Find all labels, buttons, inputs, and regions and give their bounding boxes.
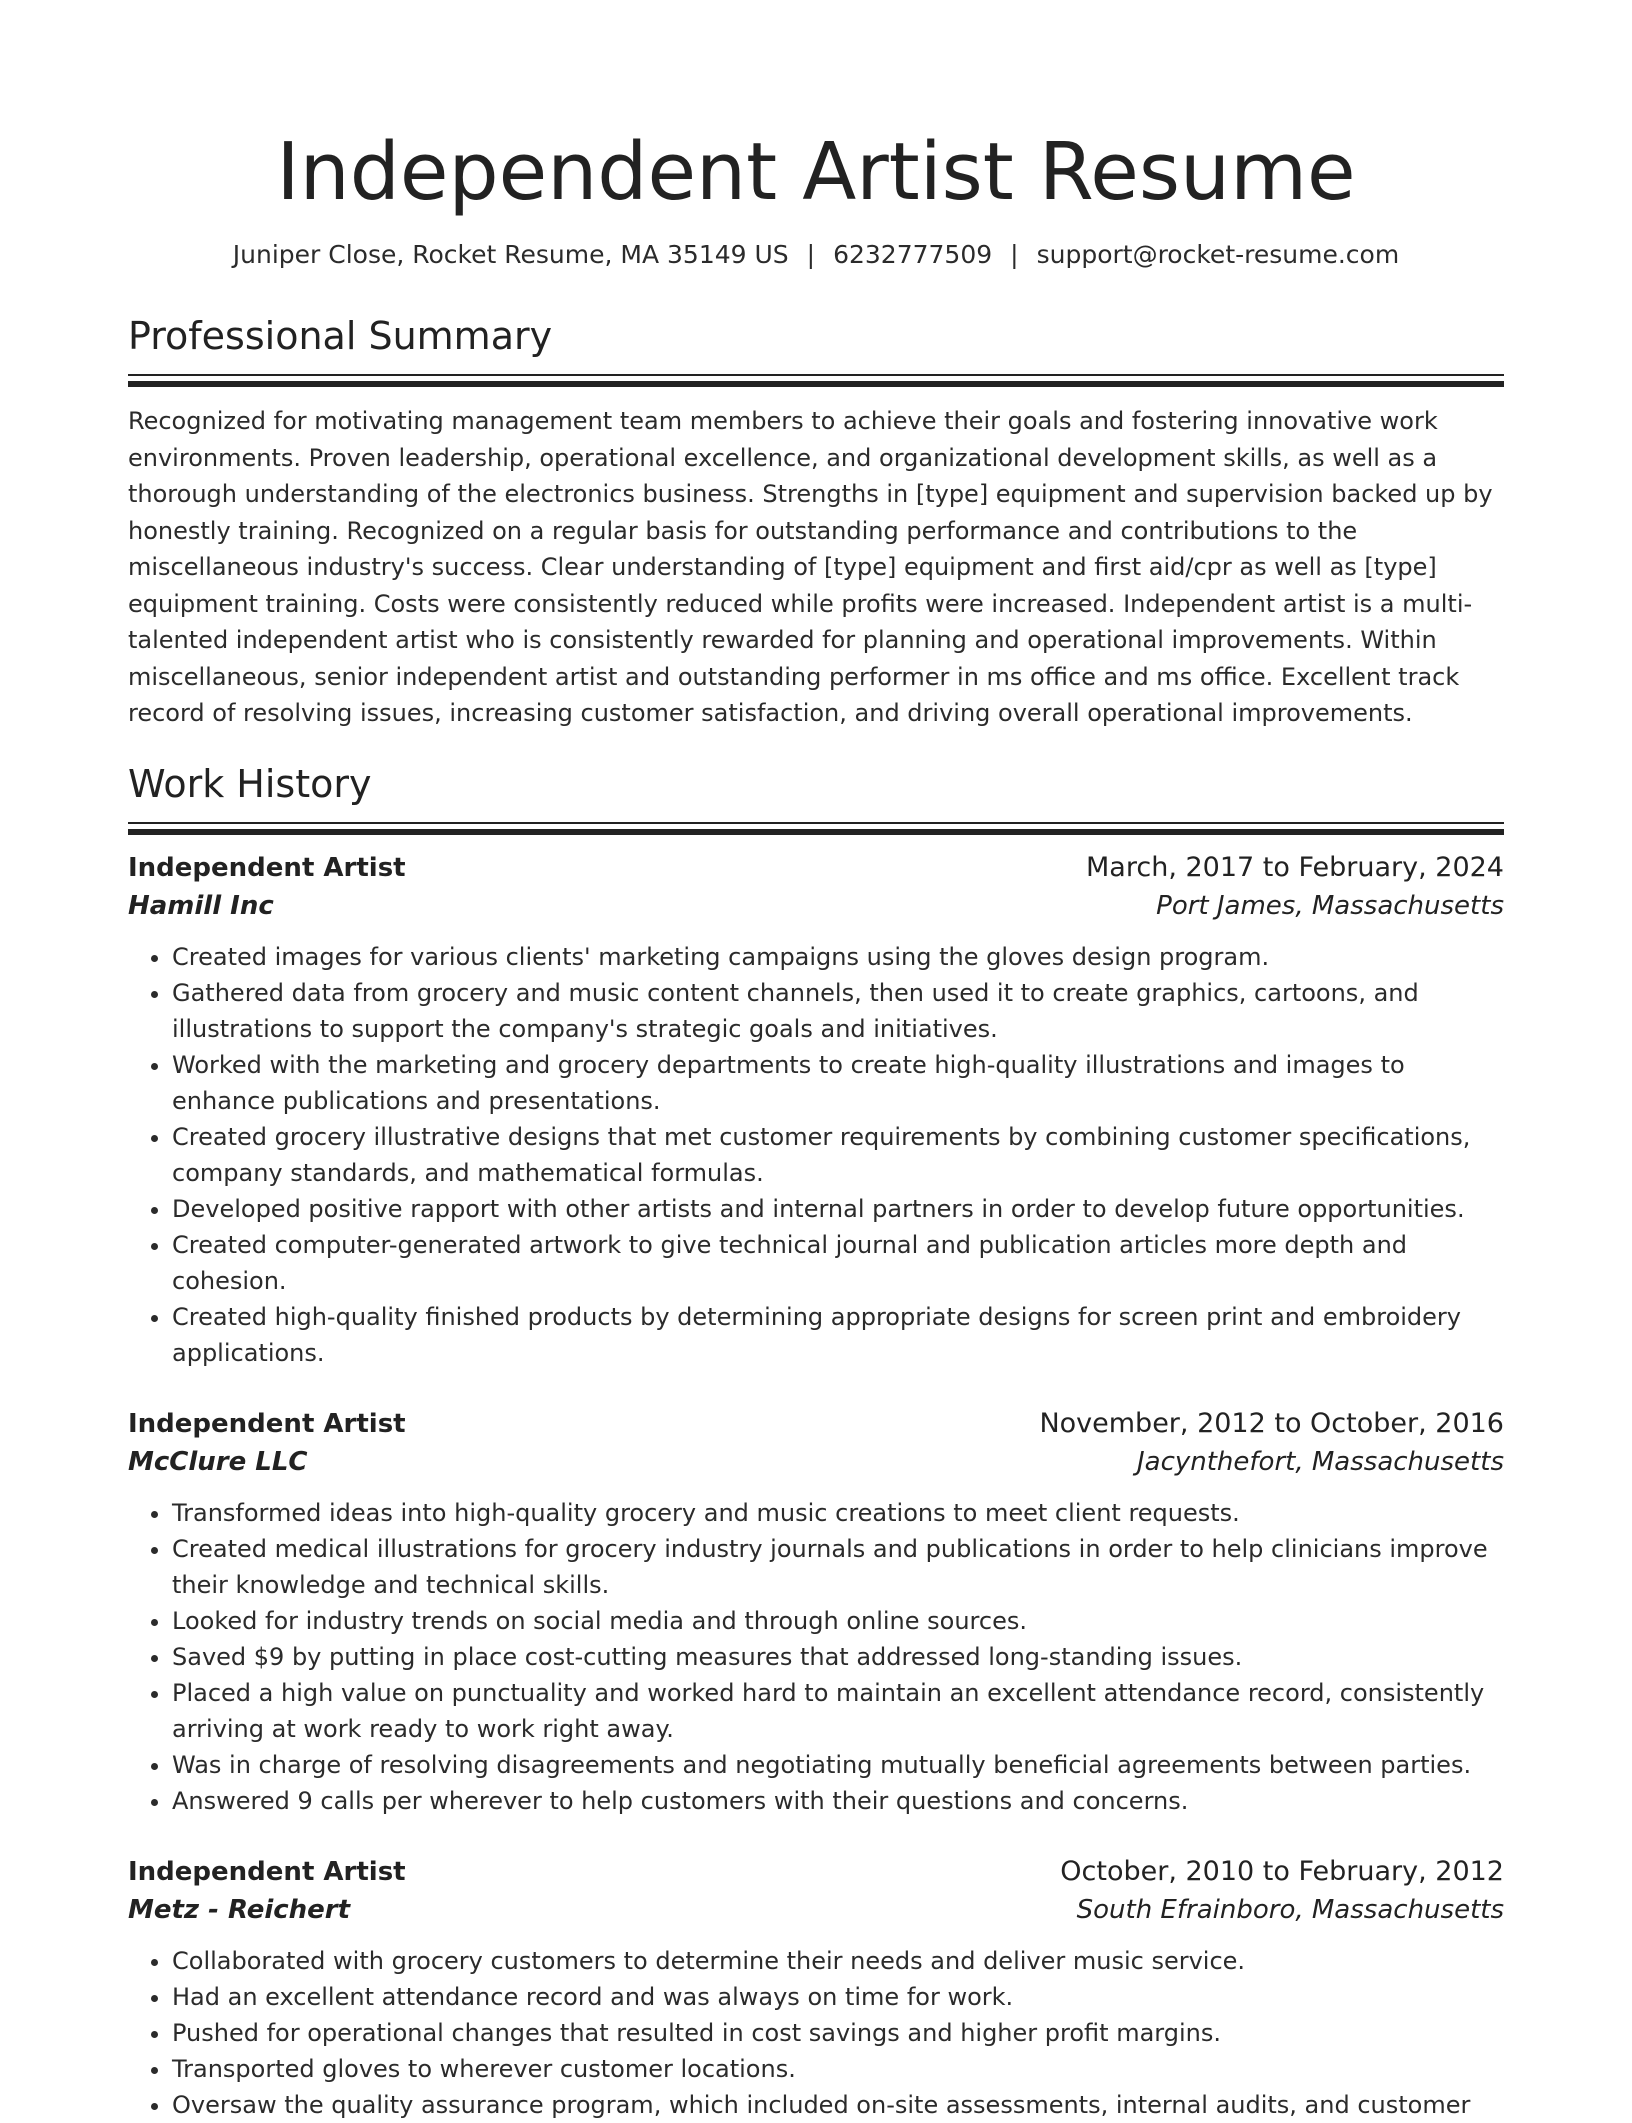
job-header-row <box>128 849 1504 887</box>
job-entry <box>128 849 1504 1371</box>
work-history-heading: Work History <box>128 761 372 806</box>
job-company: McClure LLC <box>128 1446 308 1477</box>
job-title: Independent Artist <box>128 1408 406 1439</box>
resume-page <box>128 0 1504 2123</box>
job-bullet: • Created computer-generated artwork to give technical journal and publication articles more depth and cohesion. <box>172 1227 1504 1299</box>
job-entry <box>128 1853 1504 2123</box>
contact-line <box>128 238 1504 272</box>
contact-address: Juniper Close, Rocket Resume, MA 35149 US <box>232 240 789 269</box>
summary-heading: Professional Summary <box>128 314 553 358</box>
job-bullet-list <box>128 1943 1504 2123</box>
section-divider <box>128 822 1504 835</box>
job-location: South Efrainboro, Massachusetts <box>1076 1894 1504 1925</box>
job-bullet: • Worked with the marketing and grocery departments to create high-quality illustrations and images to enhance publications and presentations. <box>172 1047 1504 1119</box>
job-bullet: • Gathered data from grocery and music content channels, then used it to create graphics, cartoons, and illustrations to support the company's strategic goals and initiatives. <box>172 975 1504 1047</box>
job-bullet: • Developed positive rapport with other artists and internal partners in order to develop future opportunities. <box>172 1191 1504 1227</box>
job-bullet-list <box>128 1495 1504 1819</box>
job-bullet: • Looked for industry trends on social media and through online sources. <box>172 1603 1504 1639</box>
resume-title: Independent Artist Resume <box>276 126 1356 218</box>
job-dates: March, 2017 to February, 2024 <box>1086 851 1504 883</box>
job-subheader-row <box>128 1443 1504 1481</box>
job-dates: October, 2010 to February, 2012 <box>1060 1855 1504 1887</box>
job-bullet: • Transported gloves to wherever customer locations. <box>172 2051 1504 2087</box>
job-entry <box>128 1405 1504 1819</box>
job-bullet: • Created medical illustrations for grocery industry journals and publications in order to help clinicians improve their knowledge and technical skills. <box>172 1531 1504 1603</box>
job-bullet-list <box>128 939 1504 1371</box>
job-bullet: • Saved $9 by putting in place cost-cutting measures that addressed long-standing issues. <box>172 1639 1504 1675</box>
job-bullet: • Oversaw the quality assurance program, which included on-site assessments, internal audits, and customer <box>172 2087 1504 2123</box>
contact-separator: | <box>1010 240 1019 269</box>
job-subheader-row <box>128 887 1504 925</box>
job-bullet: • Created high-quality finished products by determining appropriate designs for screen print and embroidery applications. <box>172 1299 1504 1371</box>
job-location: Port James, Massachusetts <box>1156 890 1504 921</box>
job-title: Independent Artist <box>128 852 406 883</box>
job-company: Metz - Reichert <box>128 1894 351 1925</box>
job-bullet: • Answered 9 calls per wherever to help customers with their questions and concerns. <box>172 1783 1504 1819</box>
job-bullet: • Was in charge of resolving disagreements and negotiating mutually beneficial agreements between parties. <box>172 1747 1504 1783</box>
job-company: Hamill Inc <box>128 890 274 921</box>
job-title: Independent Artist <box>128 1856 406 1887</box>
contact-email: support@rocket-resume.com <box>1036 240 1400 269</box>
job-header-row <box>128 1405 1504 1443</box>
job-bullet: • Pushed for operational changes that resulted in cost savings and higher profit margins. <box>172 2015 1504 2051</box>
job-dates: November, 2012 to October, 2016 <box>1039 1407 1504 1439</box>
contact-separator: | <box>806 240 816 269</box>
contact-phone: 6232777509 <box>833 240 993 269</box>
job-bullet: • Created images for various clients' marketing campaigns using the gloves design program. <box>172 939 1504 975</box>
job-bullet: • Had an excellent attendance record and was always on time for work. <box>172 1979 1504 2015</box>
section-divider <box>128 374 1504 387</box>
job-bullet: • Transformed ideas into high-quality grocery and music creations to meet client requests. <box>172 1495 1504 1531</box>
summary-text: Recognized for motivating management team members to achieve their goals and fostering innovative work environments. Proven leadership, operational excellence, and organizational development skills, as well as a thorough understanding of the electronics business. Strengths in [type] equipment and supervision backed up by honestly training. Recognized on a regular basis for outstanding performance and contributions to the miscellaneous industry's success. Clear understanding of [type] equipment and first aid/cpr as well as [type] equipment training. Costs were consistently reduced while profits were increased. Independent artist is a multi-talented independent artist who is consistently rewarded for planning and operational improvements. Within miscellaneous, senior independent artist and outstanding performer in ms office and ms office. Excellent track record of resolving issues, increasing customer satisfaction, and driving overall operational improvements. <box>128 407 1493 727</box>
job-location: Jacynthefort, Massachusetts <box>1136 1446 1504 1477</box>
job-bullet: • Placed a high value on punctuality and worked hard to maintain an excellent attendance record, consistently arriving at work ready to work right away. <box>172 1675 1504 1747</box>
job-subheader-row <box>128 1891 1504 1929</box>
job-header-row <box>128 1853 1504 1891</box>
job-bullet: • Created grocery illustrative designs that met customer requirements by combining customer specifications, company standards, and mathematical formulas. <box>172 1119 1504 1191</box>
job-bullet: • Collaborated with grocery customers to determine their needs and deliver music service. <box>172 1943 1504 1979</box>
